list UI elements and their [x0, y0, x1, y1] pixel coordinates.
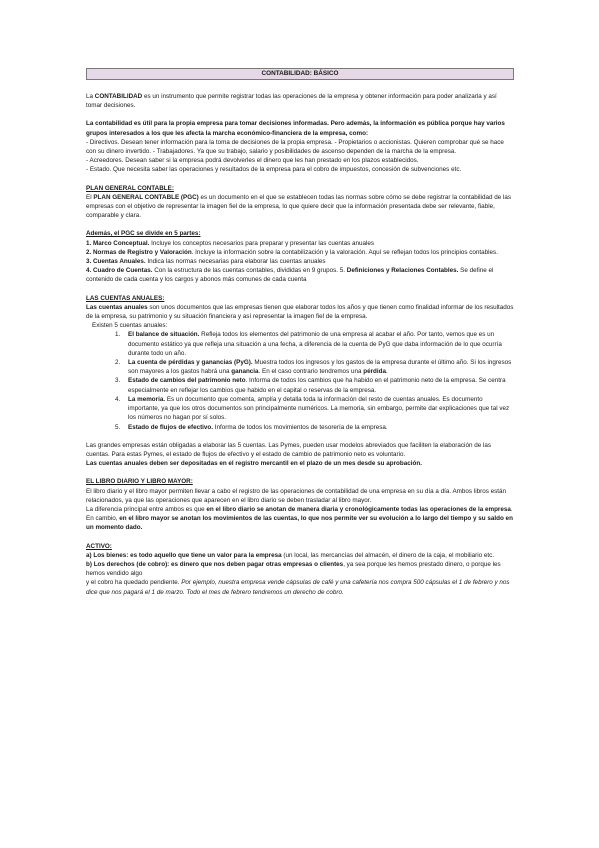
item-desc: . [385, 368, 388, 376]
part-desc: . Incluye la información sobre la contabilización y la valoración. Aquí se reflejan todos los principios contables. [191, 248, 498, 256]
term-pgc: PLAN GENERAL CONTABLE (PGC) [93, 193, 199, 201]
item-desc: Refleja todos los elementos del patrimonio de una empresa al acabar el año. Por tanto, vemos que es un documento estático ya que refleja una situación a una fecha, a diferencia de la cuenta de PyG que daba información de lo que ocurría durante todo un año. [128, 331, 502, 357]
item-title: La memoria. [128, 395, 166, 403]
libro-paragraph: El libro diario y el libro mayor permiten llevar a cabo el registro de las operaciones de contabilidad de una empresa en su día a día. Ambos libros están relacionados, ya que las operaciones que aparecen en el libro diario se deben trasladar al libro mayor. [86, 487, 507, 504]
text-run: es un instrumento que permite registrar todas las operaciones de la empresa y obtener información para poder analizarla y así tomar decisiones. [86, 93, 497, 110]
list-item [122, 330, 514, 358]
item-title: La cuenta de pérdidas y ganancias (PyG). [128, 359, 253, 367]
item-desc: . Informa de todos los cambios que ha habido en el patrimonio neto de la empresa. Se centra especialmente en reflejar los cambios que habido en el capital o reservas de la empresa. [128, 377, 506, 394]
part-desc: Con la estructura de las cuentas contables, divididas en 9 grupos. 5. [152, 267, 347, 275]
text-run: Las cuentas anuales deben ser depositadas en el registro mercantil en el plazo de un mes desde su aprobación. [86, 460, 422, 468]
section-heading-activo: ACTIVO: [86, 542, 112, 550]
pgc-part [86, 257, 514, 266]
item-desc: Es un documento que comenta, amplía y detalla toda la información del resto de cuentas anuales. Es documento importante, ya que los otros documentos son principalmente numéricos. La memoria, sin embargo, permite dar explicaciones que tal vez los números no hagan por sí solos. [128, 395, 510, 422]
term-contabilidad: CONTABILIDAD [94, 93, 143, 100]
item-title: b) Los derechos (de cobro): es dinero que nos deben pagar otras empresas o clientes [86, 560, 344, 568]
item-desc: Muestra todos los ingresos y los gastos de la empresa durante el último año. Si los ingresos son mayores a los gastos habrá una [128, 359, 512, 376]
pgc-part [86, 248, 514, 257]
example-text: Por ejemplo, nuestra empresa vende cápsulas de café y una cafetería nos compra 500 cápsulas el 1 de febrero y nos dice que nos pagará el 1 de marzo. Todo el mes de febrero tendremos un derecho de cobro. [86, 579, 510, 596]
term-cuentas-anuales: Las cuentas anuales [86, 303, 148, 311]
text-run: La diferencia principal entre ambos es que [86, 505, 207, 513]
item-desc: Informa de todos los movimientos de tesorería de la empresa. [213, 423, 388, 431]
cuentas-list [86, 330, 514, 431]
pgc-part [86, 239, 514, 248]
text-run: La [86, 93, 95, 100]
intro-paragraph [86, 92, 514, 110]
section-heading-pgc: PLAN GENERAL CONTABLE: [86, 184, 174, 192]
document-page [86, 68, 514, 597]
part-desc: Se define el contenido de cada cuenta y los cargos y abonos más comunes de cada cuenta [86, 267, 494, 284]
part-desc: Indica las normas necesarias para elaborar las cuentas anuales [145, 258, 326, 266]
item-title: Estado de cambios del patrimonio neto [128, 377, 246, 385]
activo-item [86, 551, 514, 560]
section-heading-libros: EL LIBRO DIARIO Y LIBRO MAYOR: [86, 478, 193, 486]
pgc-part [86, 266, 514, 284]
part-title: 4. Cuadro de Cuentas. [86, 267, 153, 275]
ca-paragraph-pymes: Las grandes empresas están obligadas a elaborar las 5 cuentas. Las Pymes, pueden usar modelos abreviados que faciliten la elaboración de las cuentas. Para estas Pymes, el estado de flujos de efectivo y el estado de cambio de patrimonio neto es voluntario. [86, 441, 491, 458]
text-run: en el libro diario se anotan de manera diaria y cronológicamente todas las operaciones de la empresa [206, 505, 511, 513]
text-run: La contabilidad es útil para la propia empresa para tomar decisiones informadas. Pero además, la información es pública porque hay varios grupos interesados a los que les afecta la marcha económico-financiera de la empresa, como: [86, 120, 505, 137]
usefulness-paragraph [86, 119, 514, 137]
ca-paragraph [86, 303, 514, 321]
pgc-parts-heading: Además, el PGC se divide en 5 partes: [86, 230, 201, 238]
ca-exist-line: Existen 5 cuentas anuales: [92, 322, 168, 330]
section-heading-cuentas-anuales: LAS CUENTAS ANUALES: [86, 294, 165, 302]
list-item [122, 376, 514, 394]
pgc-paragraph [86, 193, 514, 221]
list-item [122, 358, 514, 376]
text-run: en el libro mayor se anotan los movimientos de las cuentas, lo que nos permite ver su evolución a lo largo del tiempo y su saldo en un momento dado. [86, 515, 513, 532]
term-perdida: pérdida [363, 368, 386, 376]
item-desc: (un local, las mercancías del almacén, el dinero de la caja, el mobiliario etc. [281, 551, 495, 559]
item-desc: , ya sea porque les hemos prestado dinero, o porque les hemos vendido algo [86, 560, 501, 578]
activo-item [86, 578, 514, 596]
term-ganancia: ganancia [231, 368, 259, 376]
text-run: son unos documentos que las empresas tienen que elaborar todos los años y que tienen como finalidad informar de los resultados de la empresa, su patrimonio y su situación financiera y así representar la imagen fiel de la empresa. [86, 303, 514, 321]
stakeholder-line: - Directivos. Desean tener información para la toma de decisiones de la propia empresa. - Propietarios o accionistas. Quieren comprobar qué se hace con su dinero invertido. - Trabajadores. Ya que su trabajo, salario y posibilidades de ascenso dependen de la marcha de la empresa. [86, 138, 504, 156]
stakeholder-line: - Acreedores. Desean saber si la empresa podrá devolverles el dinero que les han prestado en los plazos establecidos. [86, 157, 419, 165]
list-item [122, 423, 514, 432]
item-title: El balance de situación. [128, 331, 200, 339]
item-title: a) Los bienes: es todo aquello que tiene un valor para la empresa [86, 551, 282, 559]
activo-item [86, 560, 514, 578]
part-title: Definiciones y Relaciones Contables. [346, 267, 459, 275]
text-run: es un documento en el que se establecen todas las normas sobre cómo se debe registrar la contabilidad de las empresas con el objetivo de representar la imagen fiel de la empresa, lo que quiere decir que la información presentada debe ser relevante, fiable, comparable y clara. [86, 193, 512, 220]
ca-paragraph-deposito [86, 459, 514, 468]
part-title: 3. Cuentas Anuales. [86, 258, 146, 266]
list-item [122, 395, 514, 423]
item-title: Estado de flujos de efectivo. [128, 423, 214, 431]
text-run: El [86, 193, 94, 201]
part-title: 1. Marco Conceptual. [86, 239, 150, 247]
libro-paragraph [86, 505, 514, 533]
text-run: y el cobro ha quedado pendiente. [86, 579, 182, 587]
part-title: 2. Normas de Registro y Valoración [86, 248, 192, 256]
part-desc: Incluye los conceptos necesarios para preparar y presentar las cuentas anuales [149, 239, 375, 247]
stakeholder-line: - Estado. Que necesita saber las operaciones y resultados de la empresa para el cobro de impuestos, concesión de subvenciones etc. [86, 166, 462, 174]
text-run: . En cambio, [86, 505, 513, 523]
document-title: CONTABILIDAD: BÁSICO [86, 68, 514, 80]
item-desc: . En el caso contrario tendremos una [258, 368, 364, 376]
